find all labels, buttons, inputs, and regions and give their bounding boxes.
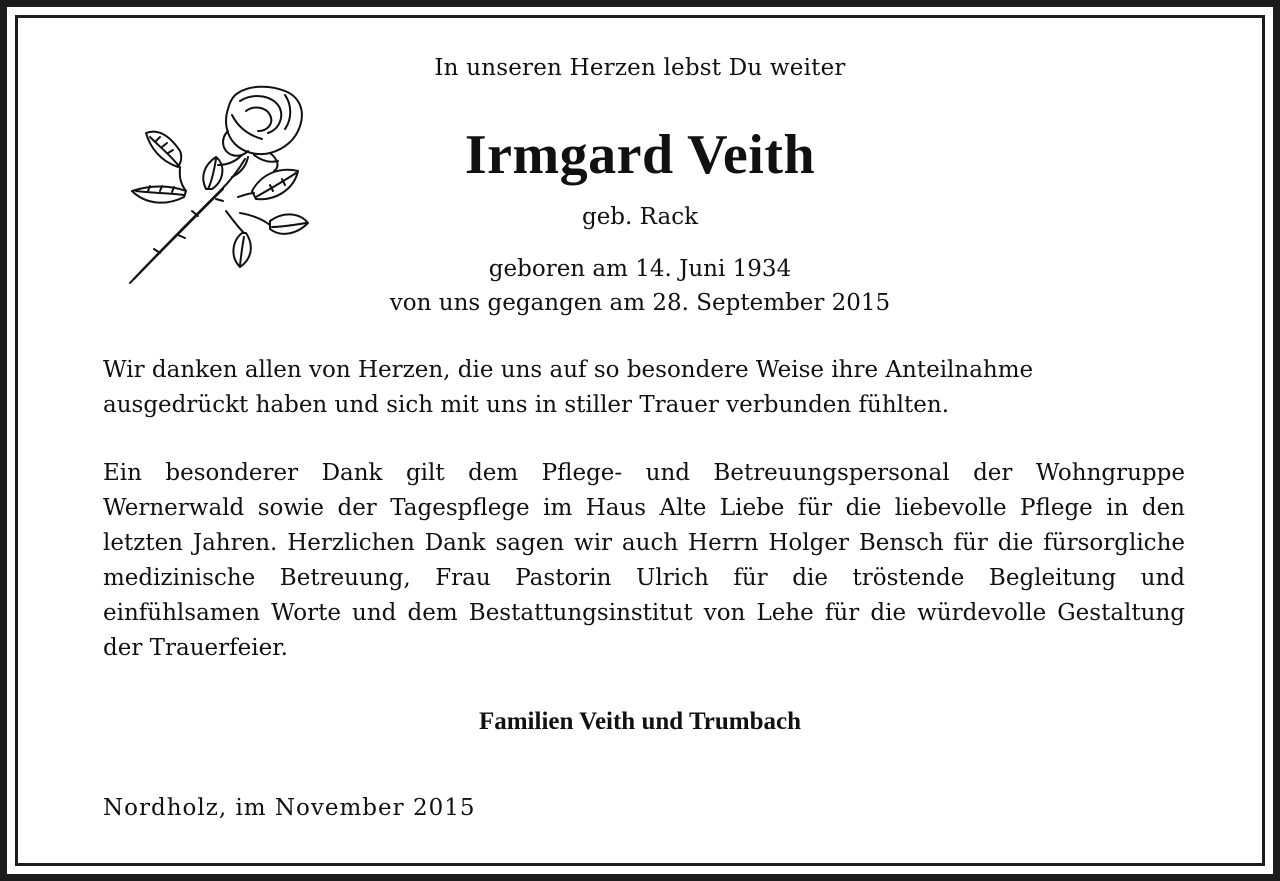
death-date: von uns gegangen am 28. September 2015 <box>389 290 891 316</box>
deceased-name: Irmgard Veith <box>464 124 816 186</box>
thanks-paragraph: Wir danken allen von Herzen, die uns auf so besondere Weise ihre Anteilnahme ausgedrückt haben und sich mit uns in stiller Trauer verbunden fühlten. <box>103 357 1034 418</box>
special-thanks-paragraph: Ein besonderer Dank gilt dem Pflege- und Betreuungspersonal der Wohngruppe Wernerwald sowie der Tagespflege im Haus Alte Liebe für die liebevolle Pflege in den letzten Jahren. Herzlichen Dank sagen wir auch Herrn Holger Bensch für die fürsorgliche medizinische Betreuung, Frau Pastorin Ulrich für die tröstende Begleitung und einfühlsamen Worte und dem Bestattungsinstitut von Lehe für die würdevolle Gestaltung der Trauerfeier. <box>103 460 1185 661</box>
motto: In unseren Herzen lebst Du weiter <box>434 55 846 81</box>
maiden-name: geb. Rack <box>581 204 699 230</box>
birth-date: geboren am 14. Juni 1934 <box>488 256 792 282</box>
family-signature: Familien Veith und Trumbach <box>478 708 802 735</box>
obituary-notice <box>7 7 1273 874</box>
place-and-date: Nordholz, im November 2015 <box>103 795 476 821</box>
